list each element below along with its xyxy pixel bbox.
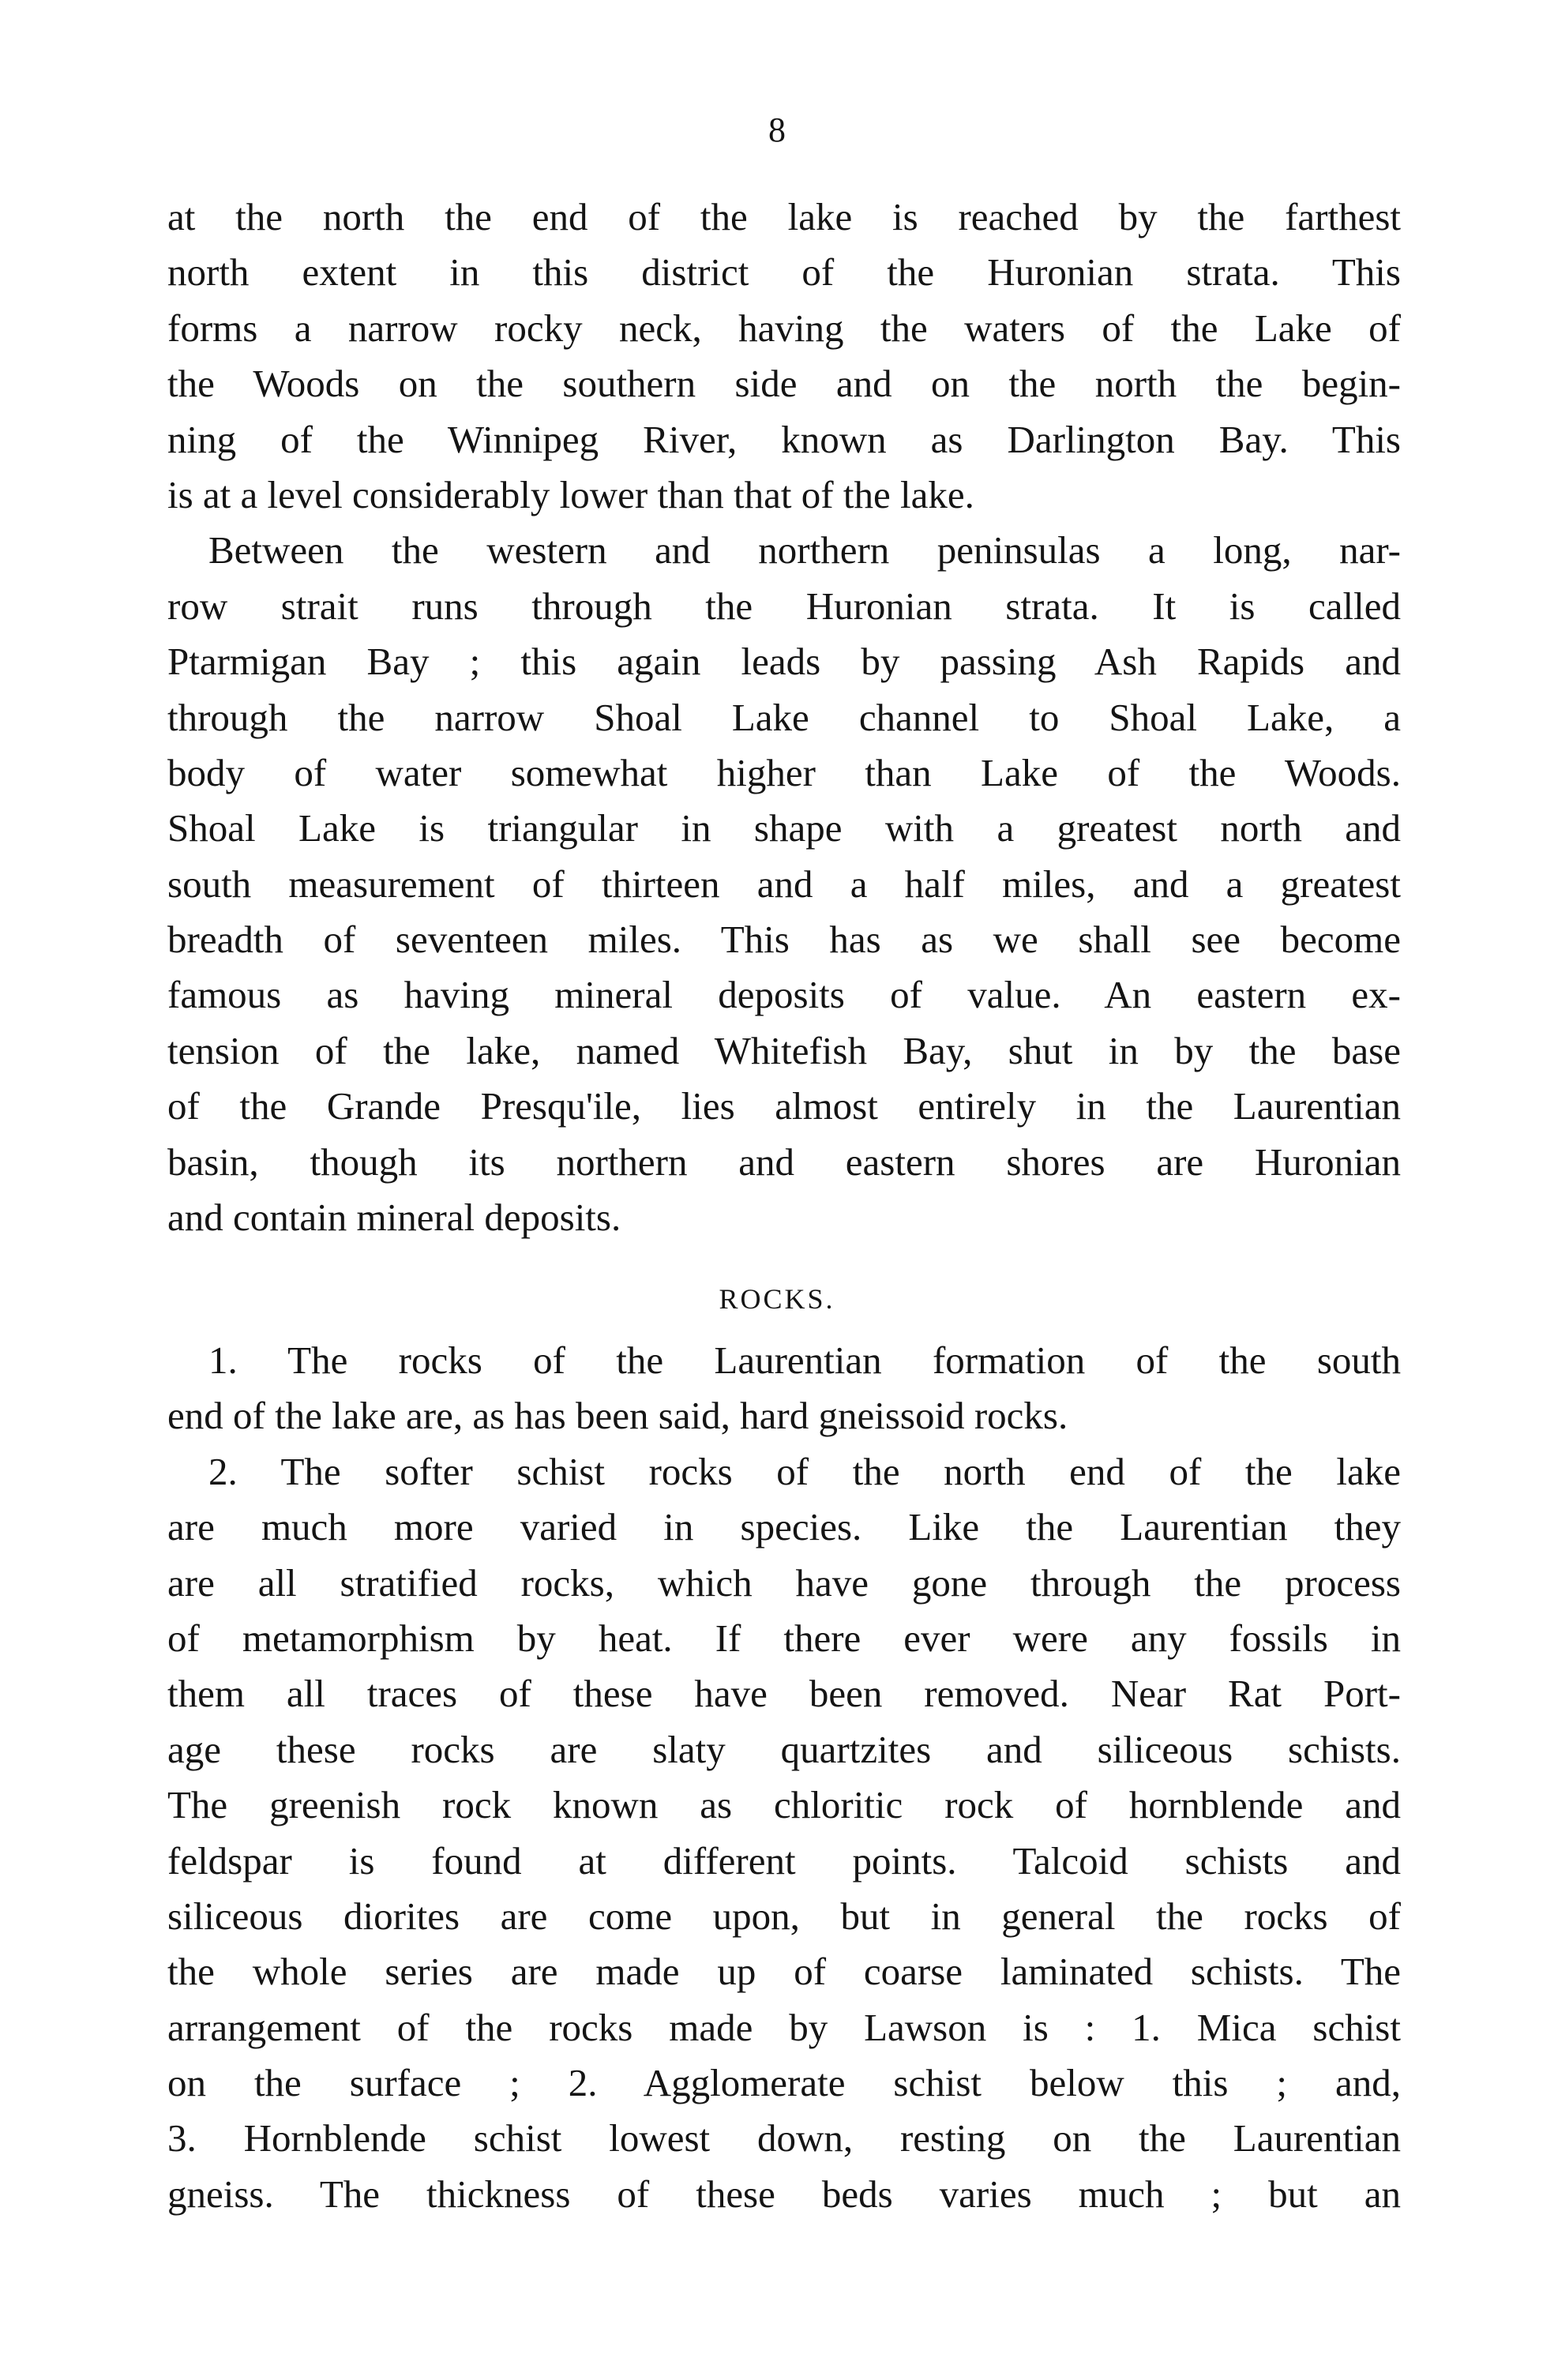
- page-number: 8: [768, 111, 786, 149]
- text-line: body of water somewhat higher than Lake of the Woods.: [167, 750, 1401, 794]
- text-line: north extent in this district of the Huronian strata. This: [167, 250, 1401, 295]
- text-line: siliceous diorites are come upon, but in general the rocks of: [167, 1894, 1401, 1938]
- text-line: through the narrow Shoal Lake channel to Shoal Lake, a: [167, 695, 1401, 739]
- text-line: feldspar is found at different points. Talcoid schists and: [167, 1838, 1401, 1883]
- text-line: south measurement of thirteen and a half miles, and a greatest: [167, 862, 1401, 906]
- text-line: of the Grande Presqu'ile, lies almost entirely in the Laurentian: [167, 1084, 1401, 1128]
- text-line: famous as having mineral deposits of value. An eastern ex-: [167, 973, 1401, 1017]
- second-paragraph: [167, 523, 1401, 1245]
- text-line: Ptarmigan Bay ; this again leads by passing Ash Rapids and: [167, 640, 1401, 684]
- text-line: the Woods on the southern side and on the north the begin-: [167, 362, 1401, 406]
- text-line: 1. The rocks of the Laurentian formation of the south: [208, 1338, 1401, 1382]
- text-line: arrangement of the rocks made by Lawson is : 1. Mica schist: [167, 2005, 1401, 2049]
- text-line: ning of the Winnipeg River, known as Darlington Bay. This: [167, 417, 1401, 461]
- text-line: tension of the lake, named Whitefish Bay, shut in by the base: [167, 1028, 1401, 1072]
- body-text-rocks: [167, 1333, 1401, 2222]
- text-line: row strait runs through the Huronian strata. It is called: [167, 584, 1401, 628]
- text-line: of metamorphism by heat. If there ever were any fossils in: [167, 1616, 1401, 1660]
- text-line: forms a narrow rocky neck, having the waters of the Lake of: [167, 306, 1401, 350]
- text-line: The greenish rock known as chloritic rock of hornblende and: [167, 1783, 1401, 1827]
- text-line: age these rocks are slaty quartzites and siliceous schists.: [167, 1727, 1401, 1771]
- text-line: them all traces of these have been removed. Near Rat Port-: [167, 1672, 1401, 1716]
- text-line: are all stratified rocks, which have gone through the process: [167, 1560, 1401, 1605]
- opening-paragraph: [167, 190, 1401, 523]
- text-line: gneiss. The thickness of these beds varies much ; but an: [167, 2172, 1401, 2216]
- text-line: the whole series are made up of coarse laminated schists. The: [167, 1950, 1401, 1994]
- text-line: end of the lake are, as has been said, hard gneissoid rocks.: [167, 1394, 1068, 1438]
- text-line: and contain mineral deposits.: [167, 1196, 621, 1240]
- section-heading: ROCKS.: [719, 1283, 835, 1315]
- text-line: at the north the end of the lake is reached by the farthest: [167, 195, 1401, 238]
- body-text-top: [167, 190, 1401, 1245]
- rocks-item-1: [167, 1333, 1401, 1444]
- text-line: Between the western and northern peninsulas a long, nar-: [208, 528, 1401, 572]
- rocks-item-2: [167, 1444, 1401, 2222]
- text-line: basin, though its northern and eastern shores are Huronian: [167, 1139, 1401, 1184]
- text-line: are much more varied in species. Like the Laurentian they: [167, 1505, 1401, 1549]
- text-line: is at a level considerably lower than that of the lake.: [167, 472, 974, 516]
- text-line: 3. Hornblende schist lowest down, resting on the Laurentian: [167, 2116, 1401, 2160]
- text-line: breadth of seventeen miles. This has as we shall see become: [167, 918, 1401, 962]
- text-line: 2. The softer schist rocks of the north end of the lake: [208, 1449, 1401, 1493]
- text-line: Shoal Lake is triangular in shape with a greatest north and: [167, 806, 1401, 850]
- text-line: on the surface ; 2. Agglomerate schist below this ; and,: [167, 2061, 1401, 2105]
